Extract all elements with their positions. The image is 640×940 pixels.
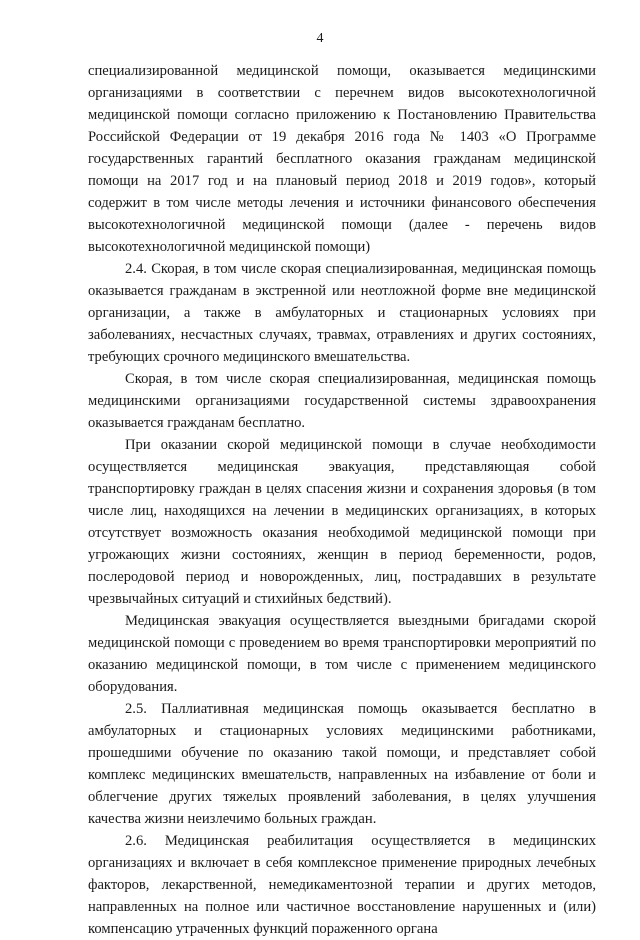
paragraph-continuation: специализированной медицинской помощи, оказывается медицинскими организациями в соответствии с перечнем видов высокотехнологичной медицинской помощи согласно приложению к Постановлению Правительства Российской Федерации от 19 декабря 2016 года № 1403 «О Программе государственных гарантий бесплатного оказания гражданам медицинской помощи на 2017 год и на плановый период 2018 и 2019 годов», который содержит в том числе методы лечения и источники финансового обеспечения высокотехнологичной медицинской помощи (далее - перечень видов высокотехнологичной медицинской помощи) bbox=[88, 63, 596, 255]
paragraph-2-4: 2.4. Скорая, в том числе скорая специализированная, медицинская помощь оказывается гражданам в экстренной или неотложной форме вне медицинской организации, а также в амбулаторных и стационарных условиях при заболеваниях, несчастных случаях, травмах, отравлениях и других состояниях, требующих срочного медицинского вмешательства. bbox=[88, 261, 596, 365]
document-body bbox=[88, 60, 596, 940]
paragraph-2-5: 2.5. Паллиативная медицинская помощь оказывается бесплатно в амбулаторных и стационарных условиях медицинскими работниками, прошедшими обучение по оказанию такой помощи, и представляет собой комплекс медицинских вмешательств, направленных на избавление от боли и облегчение других тяжелых проявлений заболевания, в целях улучшения качества жизни неизлечимо больных граждан. bbox=[88, 701, 596, 827]
paragraph-emergency-free: Скорая, в том числе скорая специализированная, медицинская помощь медицинскими организациями государственной системы здравоохранения оказывается гражданам бесплатно. bbox=[88, 371, 596, 431]
page-number: 4 bbox=[316, 31, 324, 46]
paragraph-evacuation-teams: Медицинская эвакуация осуществляется выездными бригадами скорой медицинской помощи с проведением во время транспортировки мероприятий по оказанию медицинской помощи, в том числе с применением медицинского оборудования. bbox=[88, 613, 596, 695]
paragraph-evacuation: При оказании скорой медицинской помощи в случае необходимости осуществляется медицинская эвакуация, представляющая собой транспортировку граждан в целях спасения жизни и сохранения здоровья (в том числе лиц, находящихся на лечении в медицинских организациях, в которых отсутствует возможность оказания необходимой медицинской помощи при угрожающих жизни состояниях, женщин в период беременности, родов, послеродовой период и новорожденных, лиц, пострадавших в результате чрезвычайных ситуаций и стихийных бедствий). bbox=[88, 437, 596, 607]
paragraph-2-6: 2.6. Медицинская реабилитация осуществляется в медицинских организациях и включает в себя комплексное применение природных лечебных факторов, лекарственной, немедикаментозной терапии и других методов, направленных на полное или частичное восстановление нарушенных и (или) компенсацию утраченных функций пораженного органа bbox=[88, 833, 596, 937]
